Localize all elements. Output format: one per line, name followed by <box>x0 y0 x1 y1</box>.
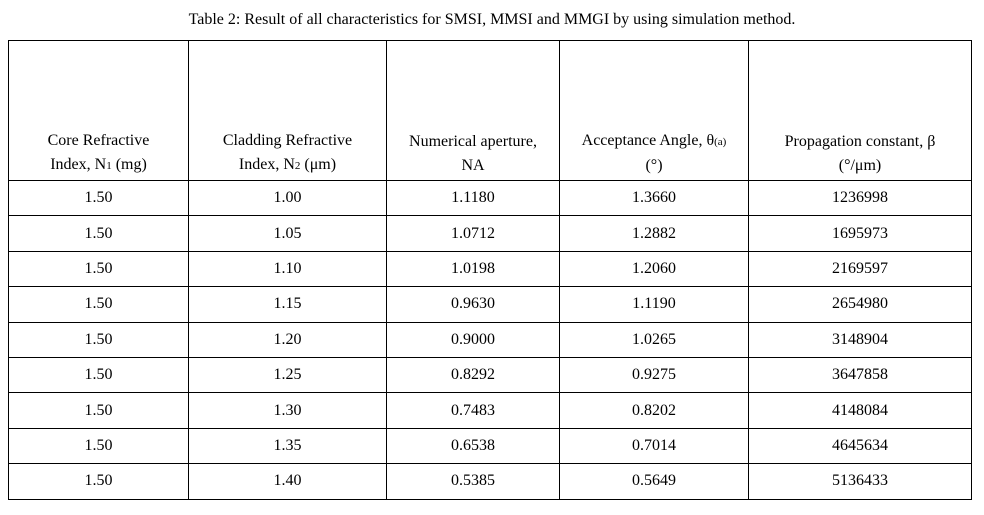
table-cell: 1.50 <box>9 428 189 463</box>
table-cell: 0.9630 <box>387 287 560 322</box>
table-cell: 5136433 <box>749 464 972 499</box>
table-cell: 1.40 <box>189 464 387 499</box>
table-row <box>9 357 972 392</box>
header-row <box>9 41 972 181</box>
table-cell: 1236998 <box>749 181 972 216</box>
table-cell: 1.25 <box>189 357 387 392</box>
table-cell: 1.35 <box>189 428 387 463</box>
header-line: Propagation constant, β <box>784 133 936 150</box>
header-line: Core Refractive <box>47 132 150 149</box>
table-cell: 1.00 <box>189 181 387 216</box>
table-caption: Table 2: Result of all characteristics for SMSI, MMSI and MMGI by using simulation method. <box>188 11 796 28</box>
table-cell: 1.10 <box>189 251 387 286</box>
header-text: Index, N <box>50 156 107 173</box>
header-text: Index, N <box>238 156 295 173</box>
table-row <box>9 287 972 322</box>
results-table <box>8 40 972 500</box>
table-cell: 4148084 <box>749 393 972 428</box>
table-cell: 1.50 <box>9 251 189 286</box>
table-cell: 1.20 <box>189 322 387 357</box>
header-line: Numerical aperture, <box>409 133 537 150</box>
table-cell: 2654980 <box>749 287 972 322</box>
header-text: (mg) <box>111 156 147 173</box>
table-row <box>9 251 972 286</box>
header-text: (μm) <box>300 156 337 173</box>
table-cell: 0.5649 <box>560 464 749 499</box>
table-row <box>9 322 972 357</box>
table-cell: 0.6538 <box>387 428 560 463</box>
table-row <box>9 216 972 251</box>
table-row <box>9 181 972 216</box>
header-line <box>560 129 748 154</box>
header-propagation-constant <box>749 41 972 181</box>
table-cell: 0.8292 <box>387 357 560 392</box>
table-cell: 1.30 <box>189 393 387 428</box>
table-cell: 1.50 <box>9 216 189 251</box>
header-core-refractive-index <box>9 41 189 181</box>
table-cell: 0.9275 <box>560 357 749 392</box>
table-cell: 1.0198 <box>387 251 560 286</box>
table-cell: 1.0265 <box>560 322 749 357</box>
table-cell: 3647858 <box>749 357 972 392</box>
header-line <box>189 153 386 178</box>
table-cell: 1.2882 <box>560 216 749 251</box>
table-cell: 4645634 <box>749 428 972 463</box>
table-row <box>9 428 972 463</box>
table-cell: 1.50 <box>9 393 189 428</box>
table-row <box>9 464 972 499</box>
header-subscript: 1 <box>106 160 112 172</box>
table-cell: 0.8202 <box>560 393 749 428</box>
header-line: Cladding Refractive <box>222 132 353 149</box>
header-subscript: 2 <box>294 160 301 172</box>
header-line: (°/μm) <box>838 157 882 174</box>
table-cell: 1.0712 <box>387 216 560 251</box>
header-subscript: (a) <box>714 136 727 148</box>
table-row <box>9 393 972 428</box>
header-acceptance-angle <box>560 41 749 181</box>
table-cell: 1.1190 <box>560 287 749 322</box>
table-cell: 1.2060 <box>560 251 749 286</box>
table-cell: 2169597 <box>749 251 972 286</box>
table-cell: 1.50 <box>9 357 189 392</box>
header-cladding-refractive-index <box>189 41 387 181</box>
table-cell: 0.7483 <box>387 393 560 428</box>
table-cell: 1.50 <box>9 287 189 322</box>
header-text: Acceptance Angle, θ <box>581 132 715 149</box>
table-cell: 3148904 <box>749 322 972 357</box>
table-cell: 0.9000 <box>387 322 560 357</box>
table-cell: 1695973 <box>749 216 972 251</box>
table-cell: 1.50 <box>9 322 189 357</box>
table-cell: 1.1180 <box>387 181 560 216</box>
header-numerical-aperture <box>387 41 560 181</box>
header-line: (°) <box>645 157 663 174</box>
table-cell: 1.05 <box>189 216 387 251</box>
table-cell: 1.50 <box>9 464 189 499</box>
header-line <box>9 153 188 178</box>
table-cell: 0.7014 <box>560 428 749 463</box>
table-cell: 0.5385 <box>387 464 560 499</box>
table-cell: 1.50 <box>9 181 189 216</box>
table-cell: 1.3660 <box>560 181 749 216</box>
table-cell: 1.15 <box>189 287 387 322</box>
header-line: NA <box>461 157 485 174</box>
